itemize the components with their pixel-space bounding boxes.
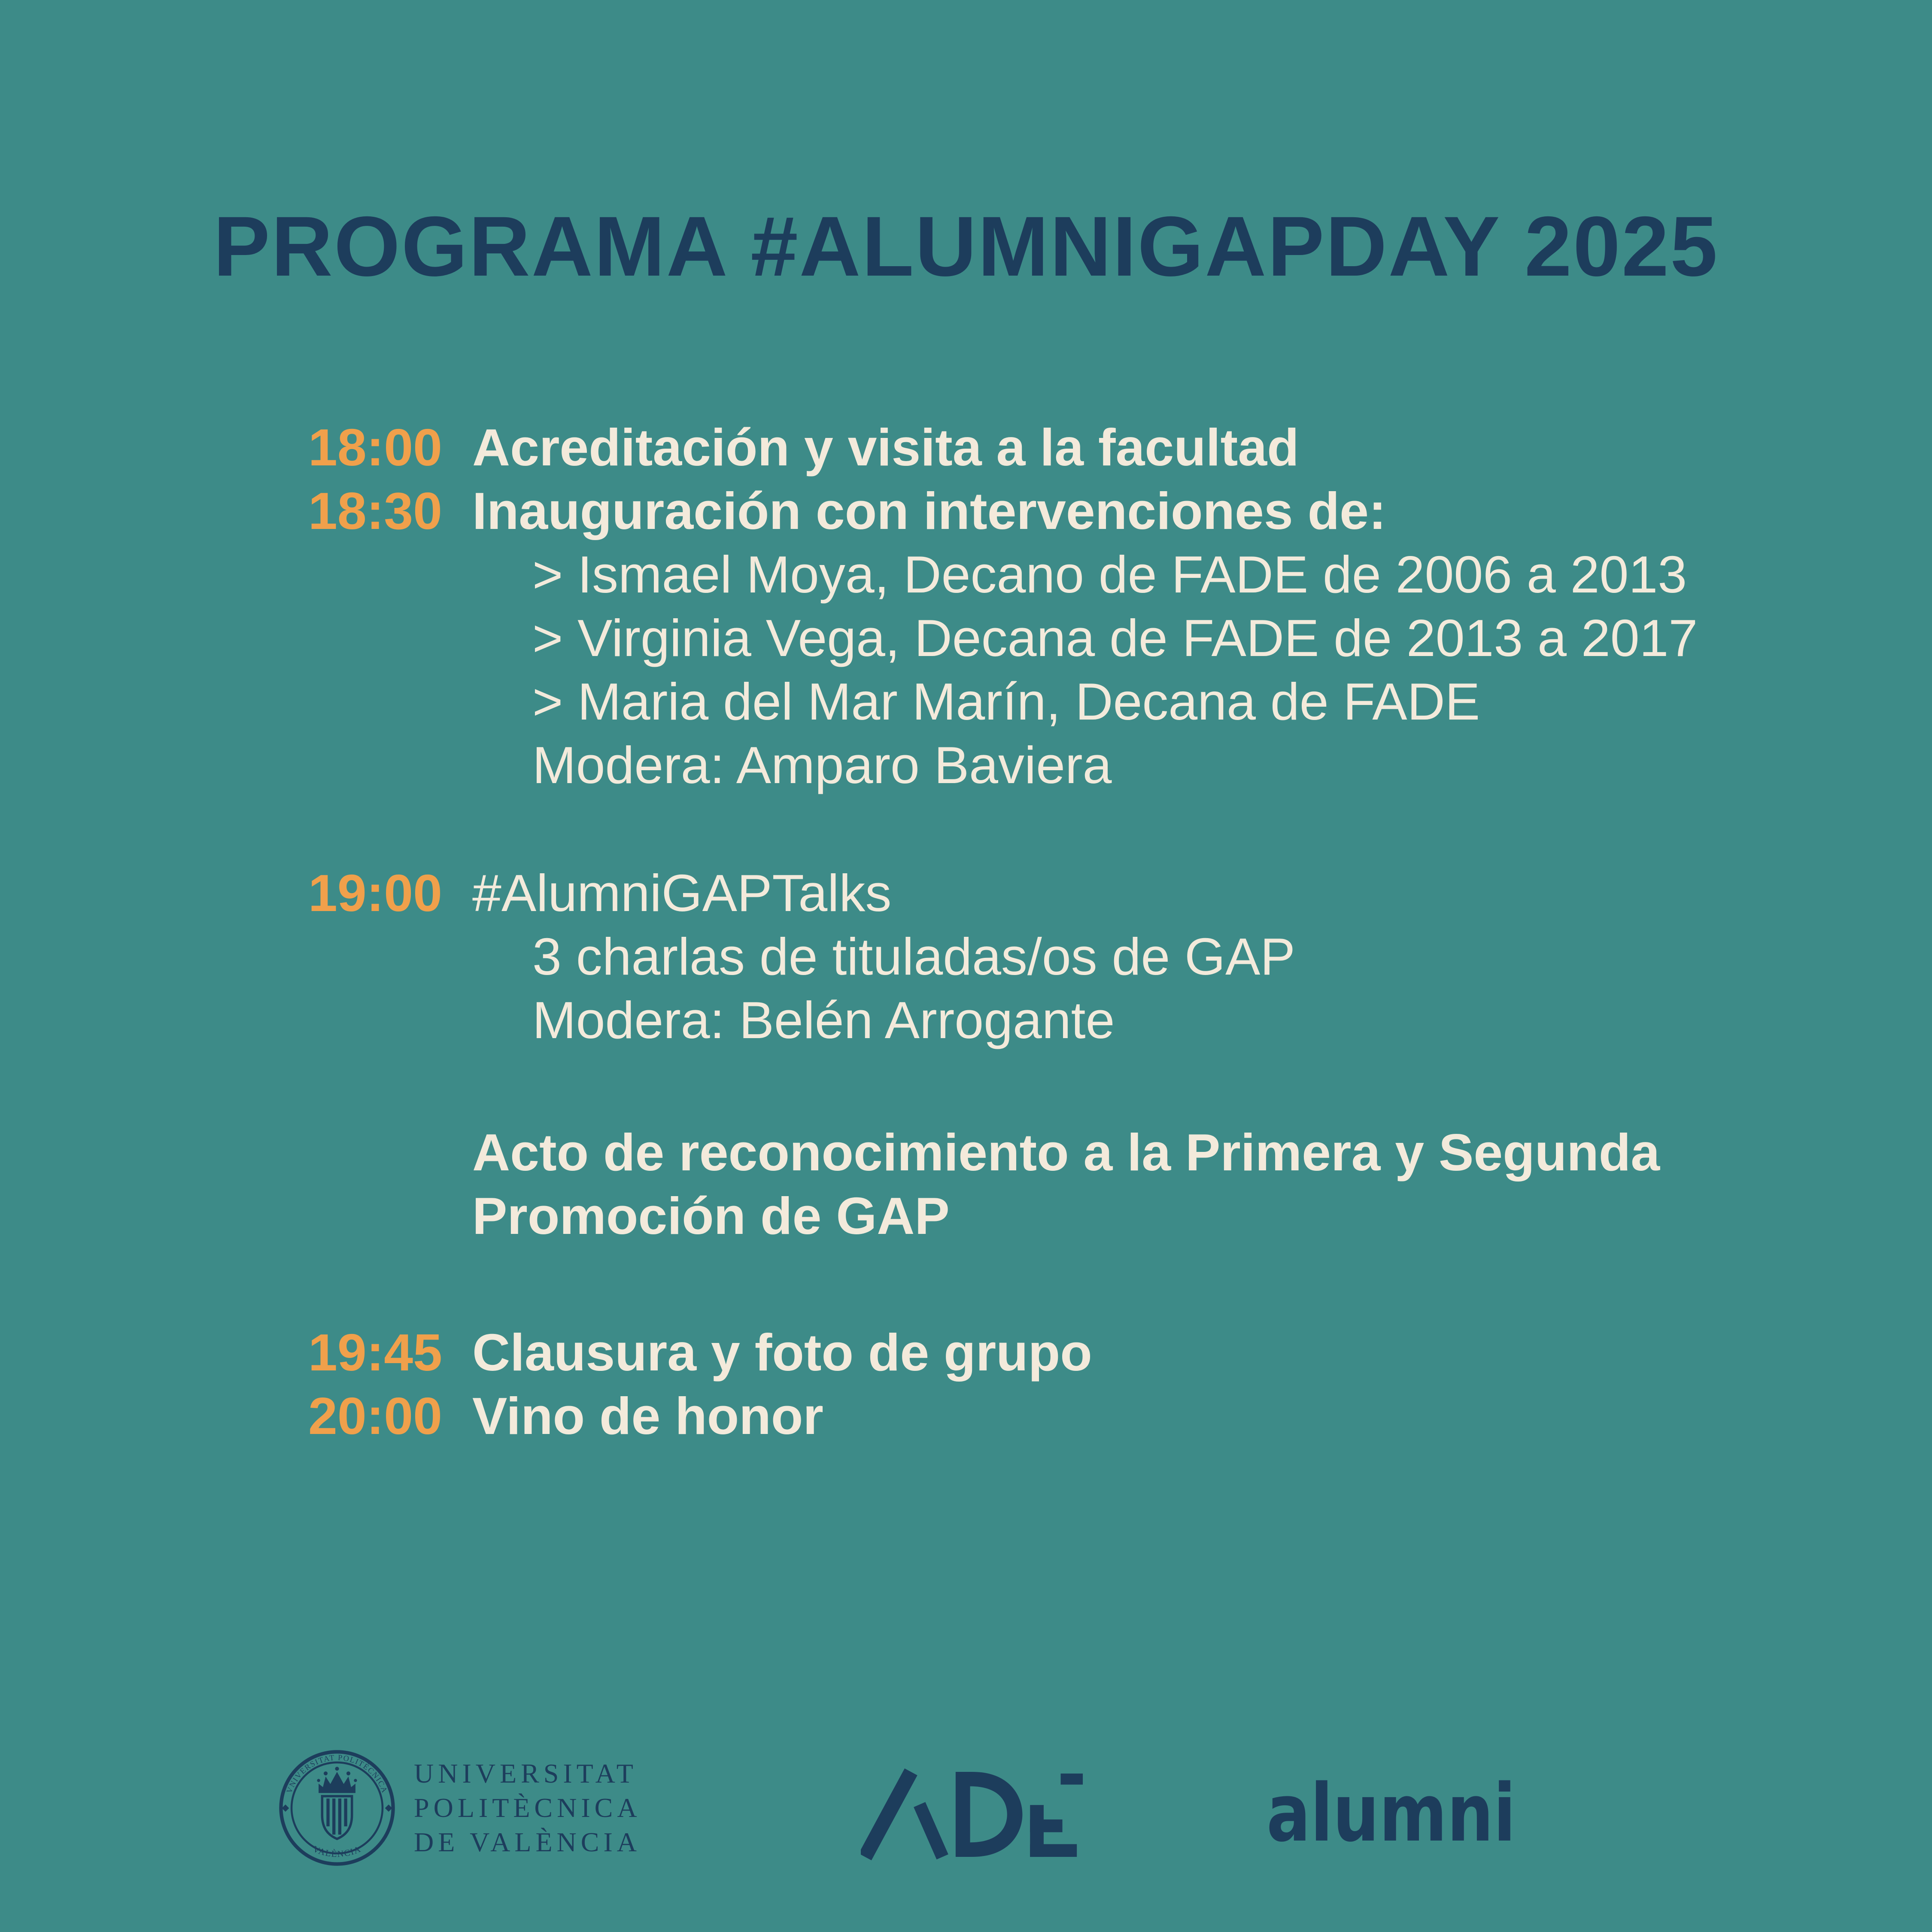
schedule-time (301, 606, 442, 670)
upv-logo (278, 1749, 641, 1867)
schedule-row (301, 1184, 1803, 1248)
schedule-time: 18:30 (308, 482, 442, 540)
svg-text:VALÈNCIA (311, 1844, 362, 1859)
upv-wordmark-line-1: UNIVERSITAT (414, 1758, 638, 1789)
schedule-item-text: Acreditación y visita a la facultad (472, 418, 1299, 477)
schedule-row (301, 861, 1803, 925)
schedule-subitem-text: > Maria del Mar Marín, Decana de FADE (532, 672, 1480, 731)
schedule-item-text: #AlumniGAPTalks (472, 864, 892, 922)
schedule-row (301, 925, 1803, 988)
upv-seal-bottom-text: VALÈNCIA (311, 1844, 363, 1859)
schedule-row (301, 1384, 1803, 1448)
schedule-subitem-text: > Virginia Vega, Decana de FADE de 2013 a 2017 (532, 609, 1698, 667)
schedule-time: 19:00 (308, 864, 442, 922)
seal-star-right-icon (385, 1804, 392, 1812)
schedule-time: 18:00 (308, 418, 442, 477)
schedule-subitem-text: Modera: Belén Arrogante (532, 991, 1115, 1049)
schedule-time: 19:45 (308, 1323, 442, 1382)
upv-seal-icon (278, 1749, 396, 1867)
upv-wordmark-line-3: DE VALÈNCIA (414, 1827, 641, 1857)
schedule-row (301, 1121, 1803, 1184)
schedule-subitem-text: > Ismael Moya, Decano de FADE de 2006 a 2013 (532, 545, 1687, 604)
schedule-time (301, 543, 442, 606)
seal-star-left-icon (282, 1804, 289, 1812)
schedule-list (301, 416, 1803, 1448)
schedule-time (301, 988, 442, 1052)
schedule-time (301, 670, 442, 733)
schedule-row (301, 479, 1803, 543)
schedule-row (301, 988, 1803, 1052)
schedule-time (301, 925, 442, 988)
schedule-time: 20:00 (308, 1387, 442, 1445)
schedule-subitem-text: 3 charlas de tituladas/os de GAP (532, 927, 1295, 986)
schedule-row (301, 733, 1803, 797)
upv-wordmark (414, 1756, 641, 1859)
schedule-row (301, 1321, 1803, 1384)
schedule-row (301, 670, 1803, 733)
schedule-item-text: Inauguración con intervenciones de: (472, 482, 1386, 540)
schedule-subitem-text: Modera: Amparo Baviera (532, 736, 1112, 794)
schedule-item-text: Vino de honor (472, 1387, 823, 1445)
page-title: PROGRAMA #ALUMNIGAPDAY 2025 (213, 199, 1719, 294)
upv-wordmark-line-2: POLITÈCNICA (414, 1792, 641, 1823)
schedule-row (301, 416, 1803, 479)
schedule-time (301, 733, 442, 797)
schedule-time (301, 1121, 442, 1184)
schedule-item-text: Clausura y foto de grupo (472, 1323, 1092, 1382)
ade-logo-icon (861, 1768, 1084, 1860)
crown-icon (319, 1772, 355, 1793)
alumni-logo: alumni (1267, 1767, 1516, 1859)
footer-logos (0, 1735, 1932, 1906)
schedule-item-text: Promoción de GAP (472, 1187, 950, 1245)
upv-seal-top-text: VNIVERSITAT POLITÈCNICA (285, 1753, 389, 1795)
schedule-row (301, 606, 1803, 670)
schedule-row (301, 543, 1803, 606)
schedule-item-text: Acto de reconocimiento a la Primera y Segunda (472, 1123, 1660, 1182)
schedule-time (301, 1184, 442, 1248)
